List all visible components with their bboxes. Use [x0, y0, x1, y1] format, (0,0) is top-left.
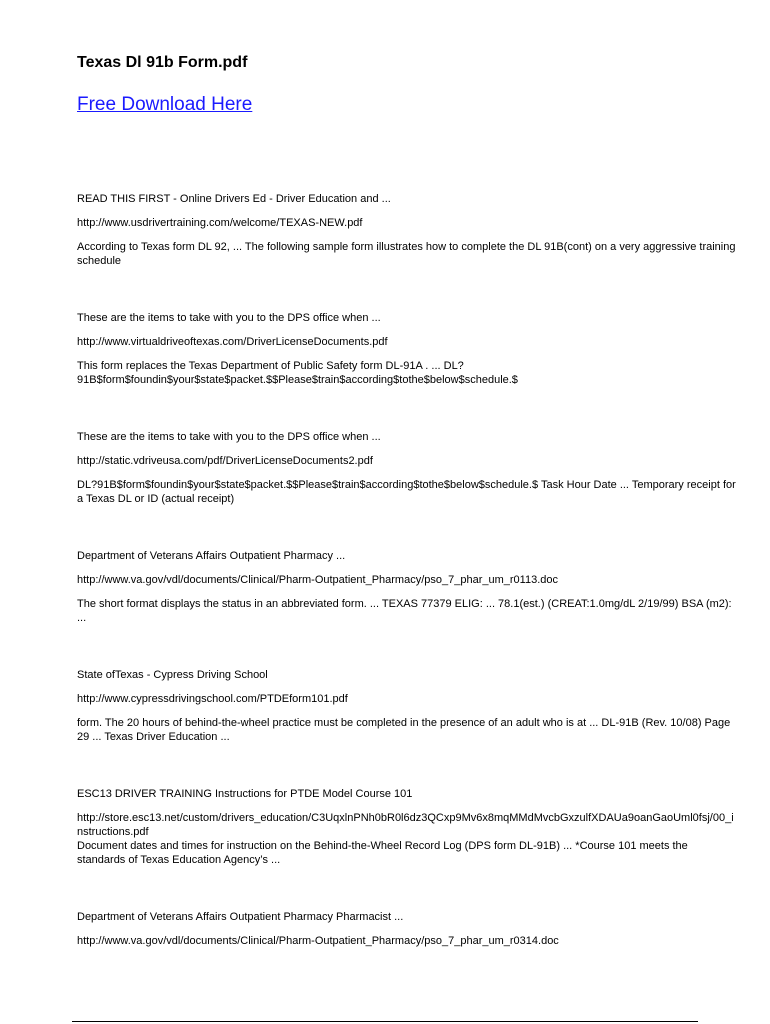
result-title: These are the items to take with you to the DPS office when ... [77, 312, 381, 324]
result-item [77, 311, 737, 387]
free-download-link[interactable]: Free Download Here [77, 94, 253, 115]
result-item [77, 192, 737, 268]
result-url[interactable]: http://www.va.gov/vdl/documents/Clinical/Pharm-Outpatient_Pharmacy/pso_7_phar_um_r0314.doc [77, 935, 559, 947]
result-snippet: form. The 20 hours of behind-the-wheel practice must be completed in the presence of an adult who is at ... DL-91B (Rev. 10/08) Page 29 ... Texas Driver Education ... [77, 717, 731, 743]
result-url[interactable]: http://www.virtualdriveoftexas.com/DriverLicenseDocuments.pdf [77, 336, 388, 348]
result-title: These are the items to take with you to the DPS office when ... [77, 431, 381, 443]
result-snippet: DL?91B$form$foundin$your$state$packet.$$Please$train$according$tothe$below$schedule.$ Task Hour Date ... Temporary receipt for a Texas DL or ID (actual receipt) [77, 479, 736, 505]
result-snippet: Document dates and times for instruction on the Behind-the-Wheel Record Log (DPS form DL-91B) ... *Course 101 meets the standards of Texas Education Agency’s ... [77, 840, 688, 866]
footer-rule [72, 1021, 698, 1022]
result-item [77, 787, 737, 867]
result-item [77, 668, 737, 744]
result-snippet: According to Texas form DL 92, ... The following sample form illustrates how to complete the DL 91B(cont) on a very aggressive training schedule [77, 241, 736, 267]
document-title: Texas Dl 91b Form.pdf [77, 54, 248, 71]
result-title: ESC13 DRIVER TRAINING Instructions for PTDE Model Course 101 [77, 788, 413, 800]
result-url[interactable]: http://store.esc13.net/custom/drivers_education/C3UqxlnPNh0bR0l6dz3QCxp9Mv6x8mqMMdMvcbGxzulfXDAUa9oanGaoUml0fsj/00_instructions.pdf [77, 812, 734, 838]
result-snippet: This form replaces the Texas Department of Public Safety form DL-91A . ... DL?91B$form$foundin$your$state$packet.$$Please$train$according$tothe$below$schedule.$ [77, 360, 518, 386]
result-item [77, 549, 737, 625]
result-title: State ofTexas - Cypress Driving School [77, 669, 268, 681]
result-title: READ THIS FIRST - Online Drivers Ed - Driver Education and ... [77, 193, 391, 205]
result-url[interactable]: http://www.va.gov/vdl/documents/Clinical/Pharm-Outpatient_Pharmacy/pso_7_phar_um_r0113.doc [77, 574, 558, 586]
result-title: Department of Veterans Affairs Outpatient Pharmacy ... [77, 550, 346, 562]
result-snippet: The short format displays the status in an abbreviated form. ... TEXAS 77379 ELIG: ... 78.1(est.) (CREAT:1.0mg/dL 2/19/99) BSA (m2): ... [77, 598, 732, 624]
result-url[interactable]: http://www.usdrivertraining.com/welcome/TEXAS-NEW.pdf [77, 217, 363, 229]
result-item [77, 430, 737, 506]
result-title: Department of Veterans Affairs Outpatient Pharmacy Pharmacist ... [77, 911, 404, 923]
results-list [77, 192, 737, 991]
result-url[interactable]: http://www.cypressdrivingschool.com/PTDEform101.pdf [77, 693, 348, 705]
result-item [77, 910, 737, 948]
result-url[interactable]: http://static.vdriveusa.com/pdf/DriverLicenseDocuments2.pdf [77, 455, 373, 467]
